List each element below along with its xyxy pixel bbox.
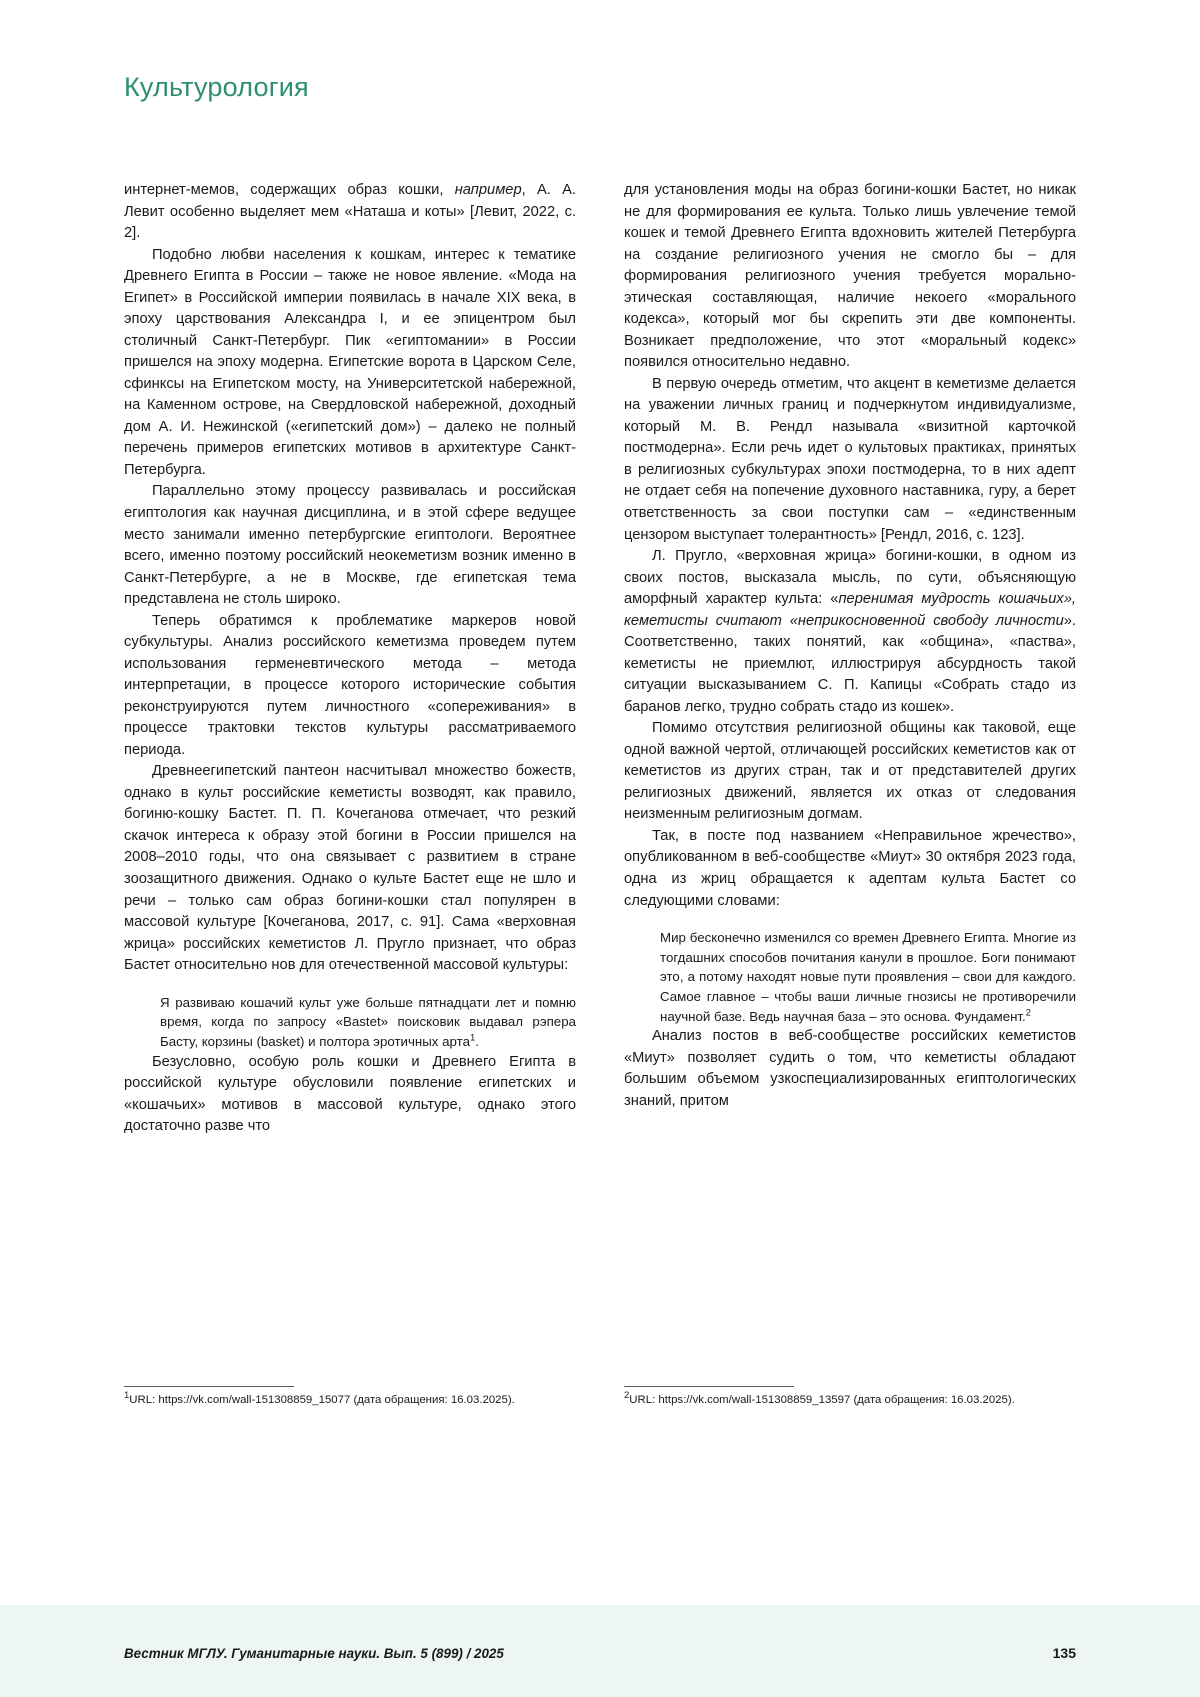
footnote: $^1$URL: https://vk.com/wall-151308859_15077 (дата обращения: 16.03.2025). <box>124 1390 515 1406</box>
block-quote: Мир бесконечно изменился со времен Древнего Египта. Многие из тогдашних способов почитания канули в прошлое. Боги понимают это, а потому находят новые пути проявления – свои для каждого. Самое главное – чтобы ваши личные гнозисы не противоречили научной базе. Ведь научная база – это основа. Фундамент.$^2$ <box>660 930 1076 1024</box>
paragraph: В первую очередь отметим, что акцент в кеметизме делается на уважении личных границ и подчеркнутом индивидуализме, который М. В. Рендл называла «визитной карточкой постмодерна». Если речь идет о культовых практиках, принятых в религиозных субкультурах эпохи постмодерна, то в них адепт не отдает себя на попечение духовного наставника, гуру, а берет ответственность за свои поступки сам – «единственным цензором выступает толерантность» [Рендл, 2016, с. 123]. <box>624 375 1076 543</box>
paragraph: Параллельно этому процессу развивалась и российская египтология как научная дисциплина, и в этой сфере ведущее место занимали именно петербургские египтологи. Вероятнее всего, именно поэтому российский неокеметизм возник именно в Санкт-Петербурге, а не в Москве, где египетская тема представлена не столь широко. <box>124 483 576 608</box>
block-quote: Я развиваю кошачий культ уже больше пятнадцати лет и помню время, когда по запросу «Bastet» поисковик выдавал рэпера Басту, корзины (basket) и полтора эротичных арта$^1$. <box>160 994 576 1049</box>
paragraph: интернет-мемов, содержащих образ кошки, например, А. А. Левит особенно выделяет мем «Наташа и коты» [Левит, 2022, с. 2]. <box>124 182 576 242</box>
page-title: Культурология <box>124 72 309 102</box>
paragraph: для установления моды на образ богини-кошки Бастет, но никак не для формирования ее культа. Только лишь увлечение темой кошек и темой Древнего Египта вдохновить жителей Петербурга на создание религиозного учения не смогло бы – для формирования религиозного учения требуется морально-этическая составляющая, наличие некоего «морального кодекса», который мог бы скрепить эти две компоненты. Возникает предположение, что этот «моральный кодекс» появился относительно недавно. <box>624 182 1076 371</box>
footnote-divider <box>124 1386 294 1387</box>
paragraph: Анализ постов в веб-сообществе российских кеметистов «Миут» позволяет судить о том, что кеметисты обладают большим объемом узкоспециализированных египтологических знаний, притом <box>624 1028 1076 1110</box>
journal-reference: Вестник МГЛУ. Гуманитарные науки. Вып. 5 (899) / 2025 <box>124 1646 504 1661</box>
footnote: $^2$URL: https://vk.com/wall-151308859_13597 (дата обращения: 16.03.2025). <box>624 1390 1015 1406</box>
paragraph: Безусловно, особую роль кошки и Древнего Египта в российской культуре обусловили появление египетских и «кошачьих» мотивов в массовой культуре, однако этого достаточно разве что <box>124 1053 576 1135</box>
paragraph: Помимо отсутствия религиозной общины как таковой, еще одной важной чертой, отличающей российских кеметистов как от кеметистов из других стран, так и от представителей других религиозных движений, является их отказ от следования неизменным религиозным догмам. <box>624 720 1076 823</box>
paragraph: Теперь обратимся к проблематике маркеров новой субкультуры. Анализ российского кеметизма проведем путем использования герменевтического метода – метода интерпретации, в процессе которого исторические события реконструируются путем личностного «сопереживания» в процессе трактовки текстов культуры рассматриваемого периода. <box>124 612 576 758</box>
footnote-divider <box>624 1386 794 1387</box>
right-footnote-area <box>624 1380 1076 1408</box>
right-column <box>624 180 1076 1138</box>
paragraph: Л. Пругло, «верховная жрица» богини-кошки, в одном из своих постов, высказала мысль, по сути, объясняющую аморфный характер культа: «перенимая мудрость кошачьих», кеметисты считают «неприкосновенной свободу личности». Соответственно, таких понятий, как «община», «паства», кеметисты не приемлют, иллюстрируя абсурдность такой ситуации высказыванием С. П. Капицы «Собрать стадо из баранов легко, трудно собрать стадо из кошек». <box>624 548 1077 715</box>
paragraph: Древнеегипетский пантеон насчитывал множество божеств, однако в культ российские кеметисты возводят, как правило, богиню-кошку Бастет. П. П. Кочеганова отмечает, что резкий скачок интереса к образу этой богини в России пришелся на 2008–2010 годы, что она связывает с развитием в стране зоозащитного движения. Однако о культе Бастет еще не шло и речи – только сам образ богини-кошки стал популярен в массовой культуре [Кочеганова, 2017, с. 91]. Сама «верховная жрица» российских кеметистов Л. Пругло признает, что образ Бастет относительно нов для отечественной массовой культуры: <box>124 763 576 974</box>
left-footnote-area <box>124 1380 576 1408</box>
left-column <box>124 180 576 1138</box>
paragraph: Подобно любви населения к кошкам, интерес к тематике Древнего Египта в России – также не новое явление. «Мода на Египет» в Российской империи появилась в начале XIX века, в эпоху царствования Александра I, и ее эпицентром был столичный Санкт-Петербург. Пик «египтомании» в России пришелся на эпоху модерна. Египетские ворота в Царском Селе, сфинксы на Египетском мосту, на Университетской набережной, на Каменном острове, на Свердловской набережной, доходный дом А. И. Нежинской («египетский дом») – далеко не полный перечень примеров египетских мотивов в архитектуре Санкт-Петербурга. <box>124 246 576 478</box>
page-number: 135 <box>1052 1645 1076 1661</box>
footer <box>124 1645 1076 1661</box>
two-column-body <box>124 180 1076 1138</box>
paragraph: Так, в посте под названием «Неправильное жречество», опубликованном в веб-сообществе «Миут» 30 октября 2023 года, одна из жриц обращается к адептам культа Бастет со следующими словами: <box>624 827 1076 909</box>
